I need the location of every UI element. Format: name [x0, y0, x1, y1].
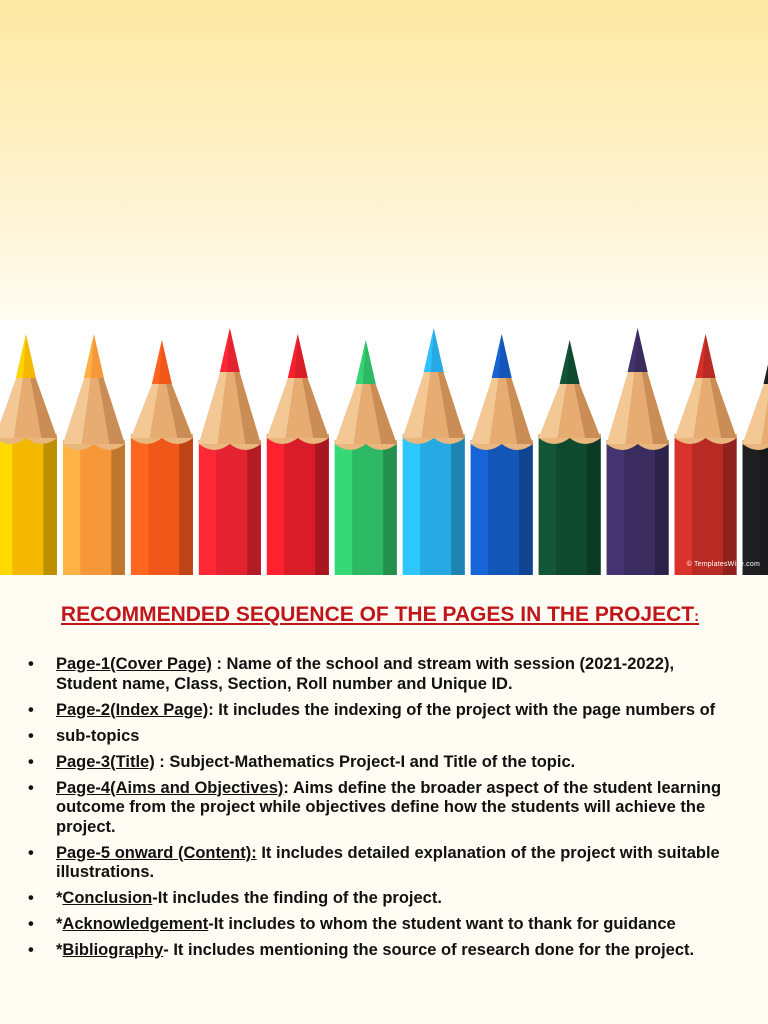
item-text: -It includes the finding of the project.	[152, 889, 442, 907]
slide-content	[0, 575, 768, 1024]
item-prefix: *	[56, 915, 63, 933]
item-prefix: *	[56, 941, 63, 959]
item-label: Page-4(Aims and Objectives)	[56, 778, 284, 797]
item-prefix: *	[56, 889, 63, 907]
list-item	[28, 655, 733, 694]
item-text: : Subject-Mathematics Project-I and Title of the topic.	[154, 752, 576, 771]
item-text: : Name of the school and stream with session (2021-2022), Student name, Class, Section, Roll number and Unique ID.	[56, 655, 675, 693]
list-item	[28, 941, 733, 961]
bullet-icon: •	[28, 843, 34, 862]
watermark-text: © TemplatesWise.com	[686, 561, 760, 568]
title-text: RECOMMENDED SEQUENCE OF THE PAGES IN THE PROJECT	[60, 603, 695, 626]
item-text: : Aims define the broader aspect of the student learning outcome from the project while objectives define how the students will achieve the project.	[56, 778, 722, 836]
bullet-icon: •	[28, 726, 34, 745]
item-text: -It includes to whom the student want to thank for guidance	[208, 915, 676, 933]
list-item	[28, 889, 733, 909]
list-item	[28, 779, 733, 838]
item-label: Page-5 onward (Content):	[56, 843, 257, 862]
item-label: Page-1(Cover Page)	[56, 655, 212, 673]
list-item	[28, 915, 733, 935]
item-text: - It includes mentioning the source of research done for the project.	[163, 941, 695, 959]
slide-title	[0, 603, 760, 627]
item-text: : It includes the indexing of the project with the page numbers of	[208, 700, 716, 719]
item-label: Page-3(Title)	[56, 752, 155, 771]
list-item	[28, 753, 733, 773]
item-text: sub-topics	[56, 726, 140, 745]
title-colon: :	[694, 608, 700, 625]
item-label: Bibliography	[62, 941, 164, 959]
item-label: Page-2(Index Page)	[56, 700, 209, 719]
list-item	[28, 701, 733, 721]
bullet-icon: •	[28, 778, 34, 797]
bullet-list	[28, 655, 733, 967]
bullet-icon: •	[28, 655, 34, 673]
colored-pencils-image	[0, 320, 768, 575]
bullet-icon: •	[28, 752, 34, 771]
bullet-icon: •	[28, 915, 34, 933]
item-label: Acknowledgement	[62, 915, 209, 933]
item-label: Conclusion	[62, 889, 153, 907]
list-item	[28, 727, 733, 747]
bullet-icon: •	[28, 889, 34, 907]
bullet-icon: •	[28, 941, 34, 959]
item-text: It includes detailed explanation of the project with suitable illustrations.	[56, 843, 720, 881]
bullet-icon: •	[28, 700, 34, 719]
list-item	[28, 844, 733, 883]
